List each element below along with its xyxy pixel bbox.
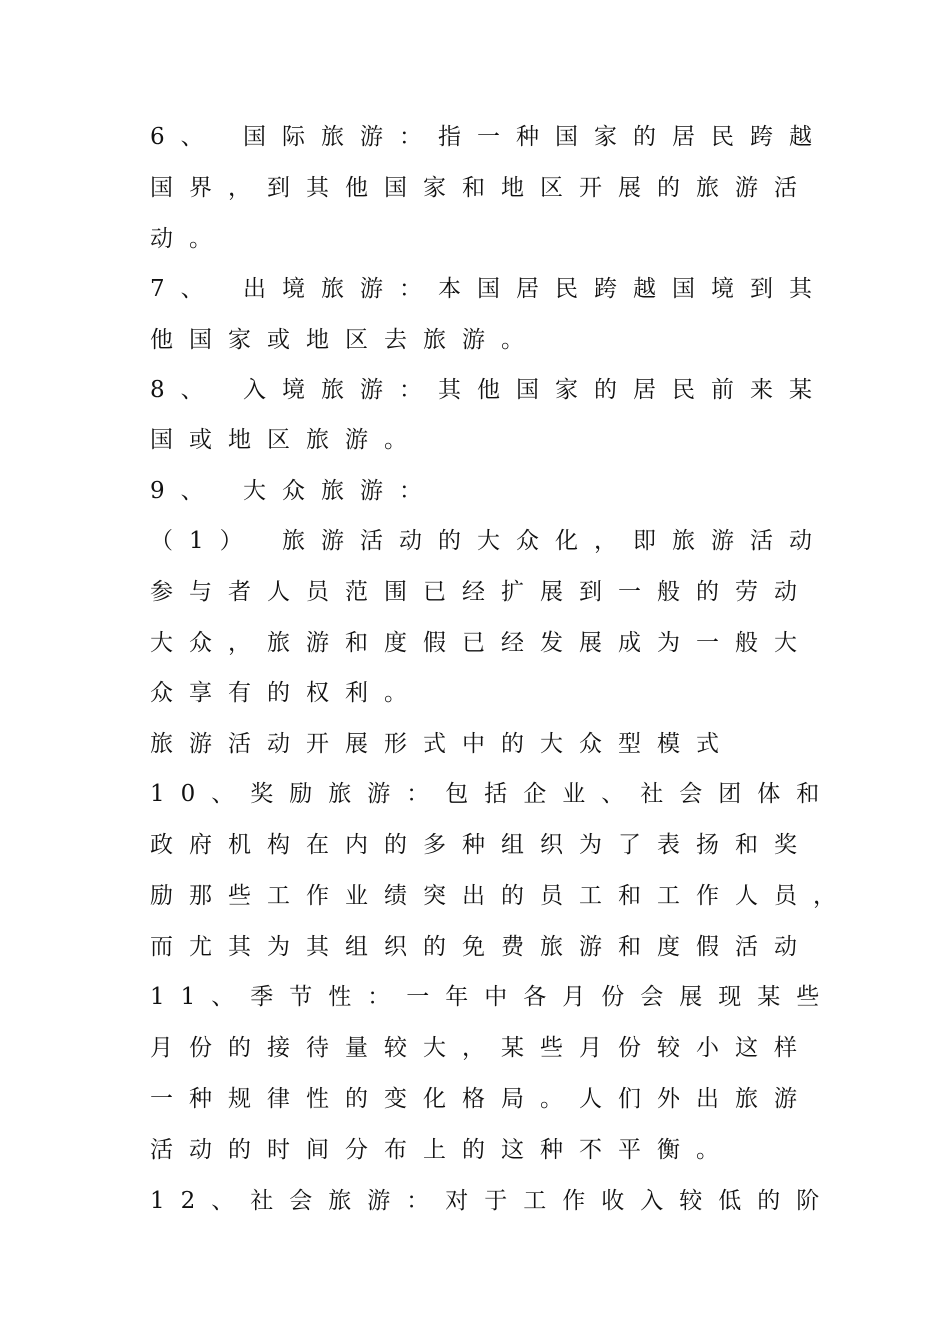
text-line: 国或地区旅游。 <box>150 427 423 453</box>
text-line: 政府机构在内的多种组织为了表扬和奖 <box>150 832 813 858</box>
text-line: 旅游活动开展形式中的大众型模式 <box>150 731 735 757</box>
text-line: 而尤其为其组织的免费旅游和度假活动 <box>150 934 813 960</box>
text-line: 9、 大众旅游： <box>150 478 438 504</box>
text-line: 国界，到其他国家和地区开展的旅游活 <box>150 175 813 201</box>
text-line: 活动的时间分布上的这种不平衡。 <box>150 1137 735 1163</box>
text-line: 大众，旅游和度假已经发展成为一般大 <box>150 630 813 656</box>
text-line: 7、 出境旅游：本国居民跨越国境到其 <box>150 276 828 302</box>
text-line: 6、 国际旅游：指一种国家的居民跨越 <box>150 124 828 150</box>
text-line: 众享有的权利。 <box>150 680 423 706</box>
text-line: 他国家或地区去旅游。 <box>150 327 540 353</box>
text-line: 月份的接待量较大，某些月份较小这样 <box>150 1035 813 1061</box>
text-line: 参与者人员范围已经扩展到一般的劳动 <box>150 579 813 605</box>
text-line: 一种规律性的变化格局。人们外出旅游 <box>150 1086 813 1112</box>
text-line: 10、奖励旅游：包括企业、社会团体和 <box>150 781 836 807</box>
text-line: 8、 入境旅游：其他国家的居民前来某 <box>150 377 828 403</box>
text-line: 励那些工作业绩突出的员工和工作人员， <box>150 883 852 909</box>
text-line: （1） 旅游活动的大众化，即旅游活动 <box>150 528 828 554</box>
text-line: 12、社会旅游：对于工作收入较低的阶 <box>150 1188 836 1214</box>
text-line: 11、季节性：一年中各月份会展现某些 <box>150 984 836 1010</box>
text-line: 动。 <box>150 226 228 252</box>
